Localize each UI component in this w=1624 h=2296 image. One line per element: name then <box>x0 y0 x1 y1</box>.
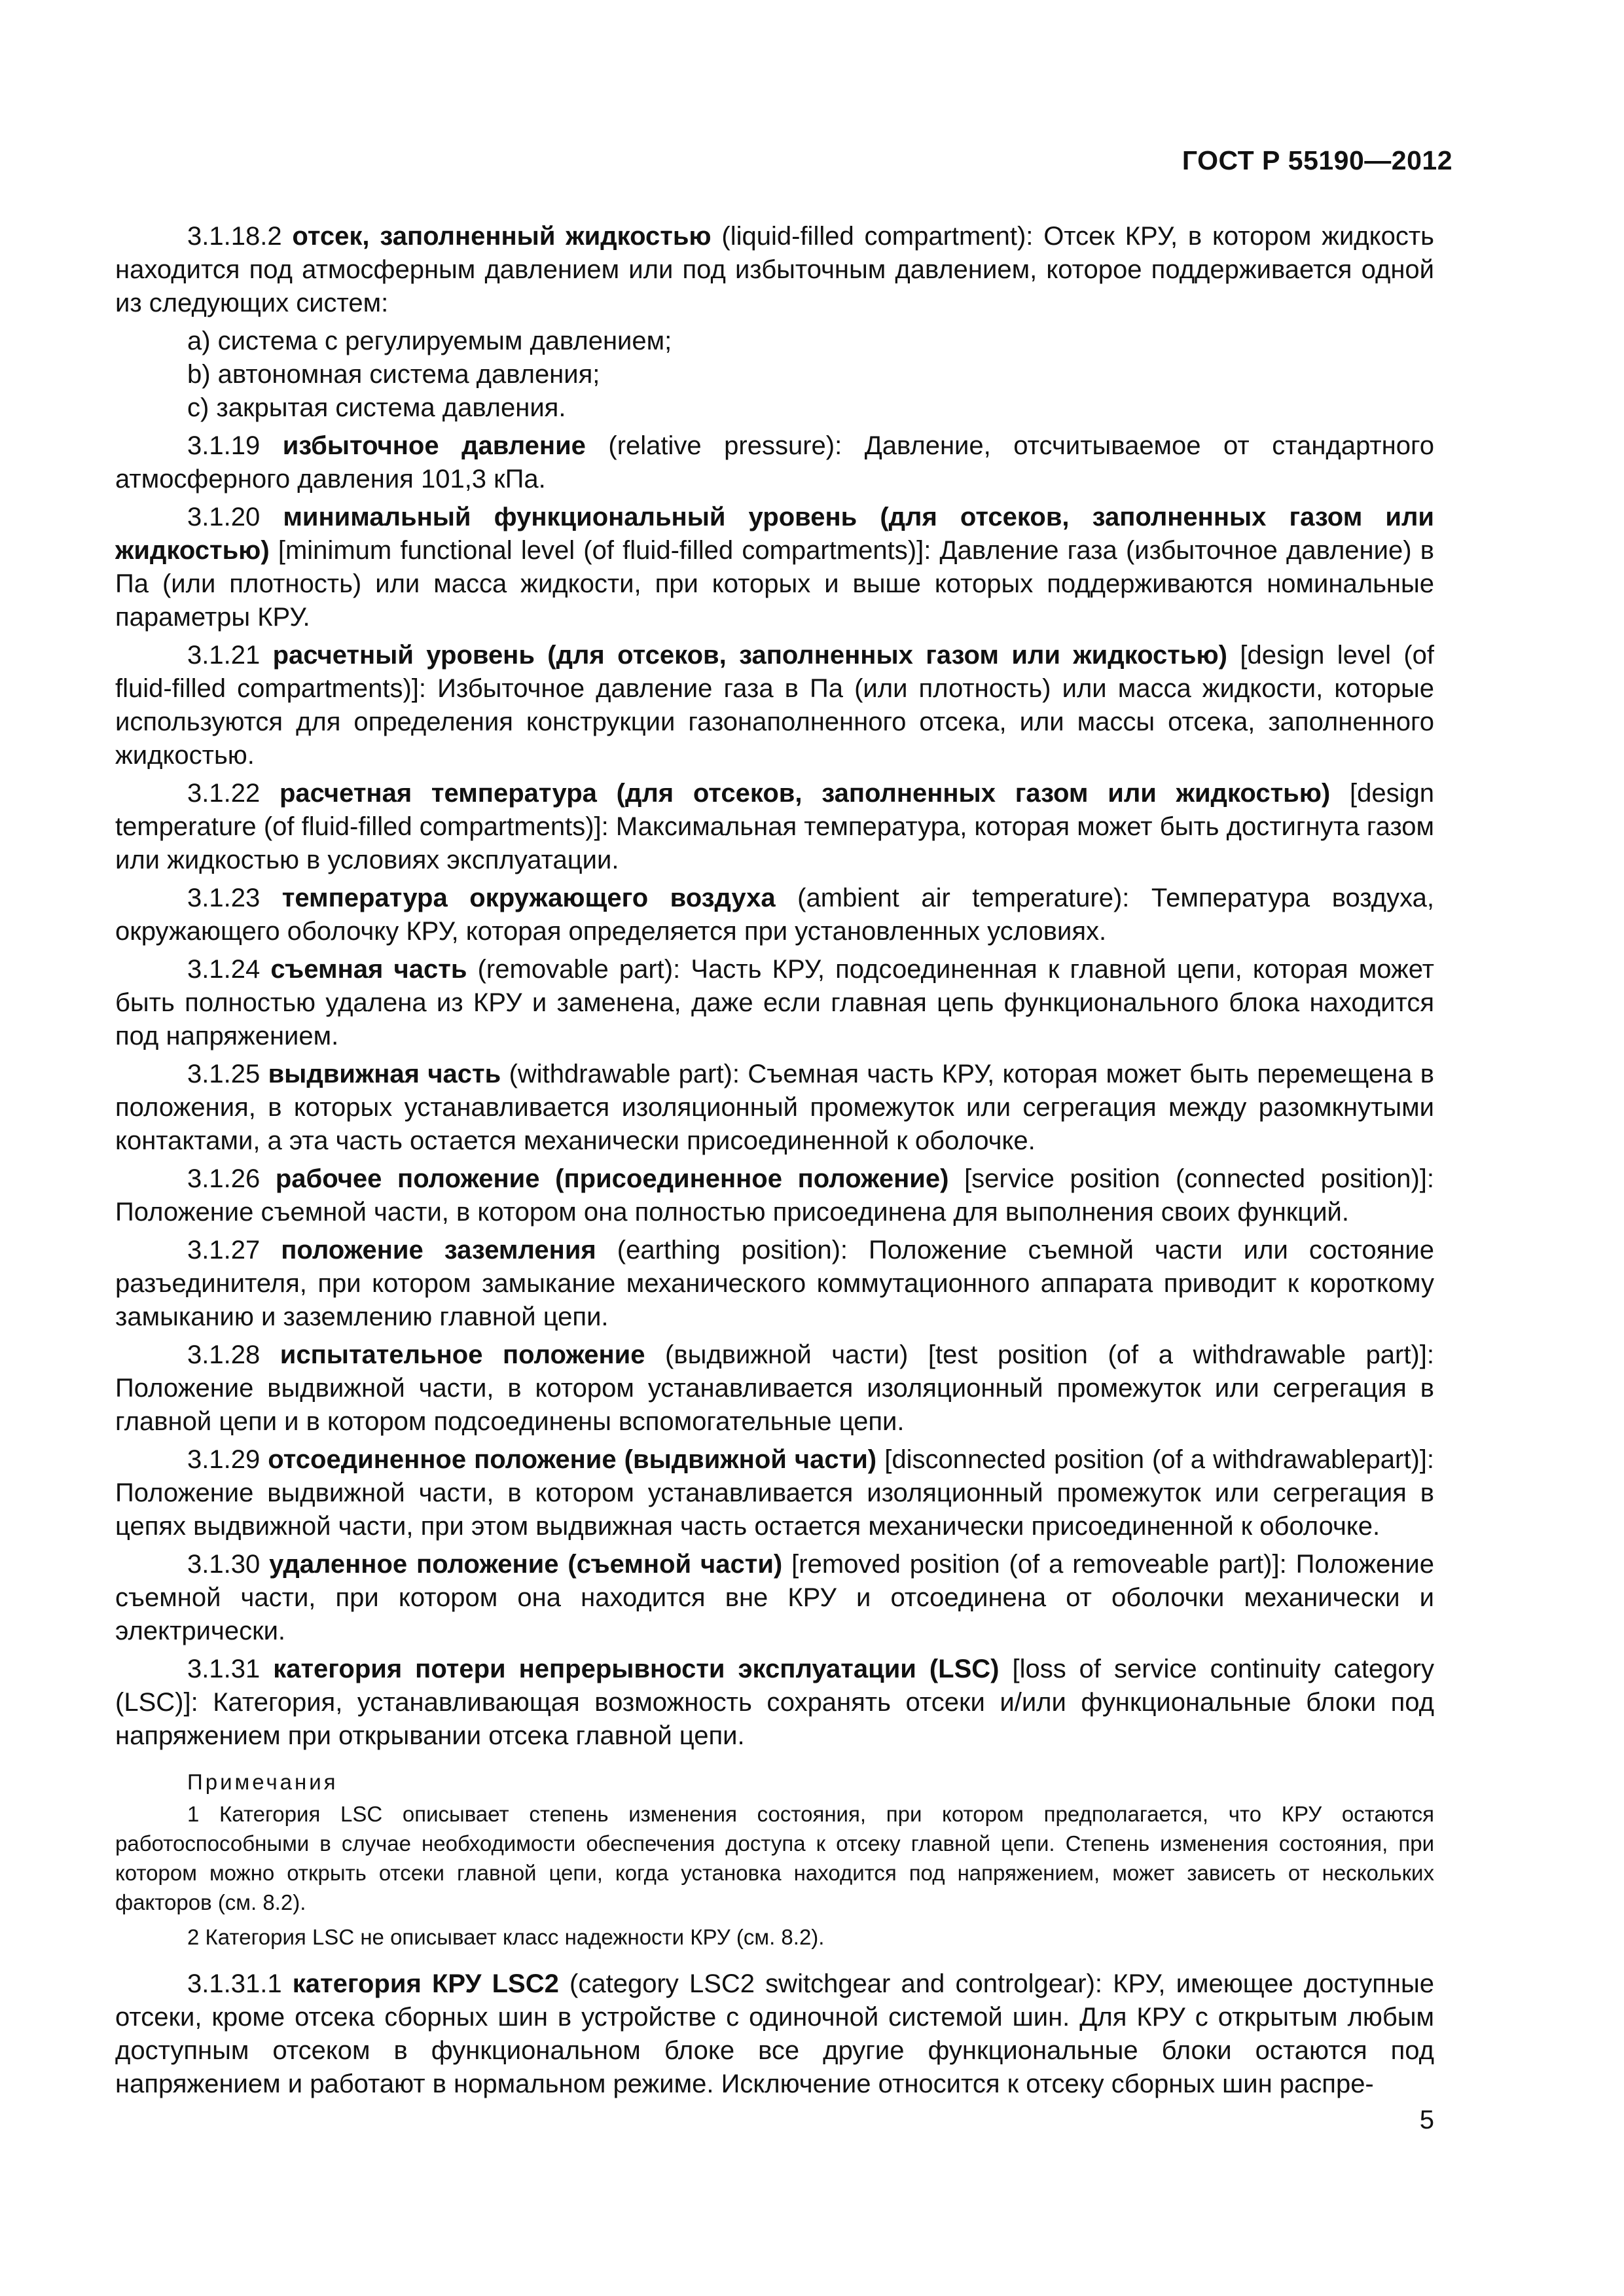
clause-number: 3.1.18.2 <box>187 222 282 251</box>
definition: [minimum functional level (of fluid-filled compartments)]: Давление газа (избыточное давление) в Па (или плотность) или масса жидкости, при которых и выше которых поддерживаются номинальные параметры КРУ. <box>115 536 1434 632</box>
page-body <box>115 220 1434 2106</box>
list-item-b: b) автономная система давления; <box>187 360 600 389</box>
clause-3-1-31-1 <box>115 1967 1434 2101</box>
term: температура окружающего воздуха <box>281 884 776 912</box>
definition: (выдвижной части) [test position (of a withdrawable part)]: Положение выдвижной части, в котором устанавливается изоляционный промежуток или сегрегация в главной цепи и в котором подсоединены вспомогательные цепи. <box>115 1340 1434 1436</box>
definition: [disconnected position (of a withdrawablepart)]: Положение выдвижной части, в котором устанавливается изоляционный промежуток или сегрегация в цепях выдвижной части, при этом выдвижная часть остается механически присоединенной к оболочке. <box>115 1445 1434 1541</box>
term: выдвижная часть <box>268 1060 501 1088</box>
term: рабочее положение (присоединенное положение) <box>275 1164 949 1193</box>
clause-3-1-23 <box>115 882 1434 948</box>
notes-title: Примечания <box>187 1770 338 1794</box>
definition: [service position (connected position)]: Положение съемной части, в котором она полностью присоединена для выполнения своих функций. <box>115 1164 1435 1227</box>
term: отсоединенное положение (выдвижной части) <box>268 1445 877 1474</box>
note-2: 2 Категория LSC не описывает класс надежности КРУ (см. 8.2). <box>187 1925 825 1949</box>
clause-number: 3.1.30 <box>187 1550 261 1579</box>
clause-3-1-19 <box>115 429 1434 496</box>
term: удаленное положение (съемной части) <box>269 1550 783 1579</box>
clause-3-1-26 <box>115 1162 1434 1229</box>
clause-3-1-30 <box>115 1548 1434 1648</box>
clause-number: 3.1.29 <box>187 1445 261 1474</box>
clause-3-1-28 <box>115 1338 1434 1439</box>
definition: [design level (of fluid-filled compartments)]: Избыточное давление газа в Па (или плотность) или масса жидкости, которые используются для определения конструкции газонаполненного отсека, или массы отсека, заполненного жидкостью. <box>115 641 1435 770</box>
term: минимальный функциональный уровень (для отсеков, заполненных газом или жидкостью) <box>115 503 1434 565</box>
clause-number: 3.1.24 <box>187 955 261 984</box>
definition: [design temperature (of fluid-filled compartments)]: Максимальная температура, которая может быть достигнута газом или жидкостью в условиях эксплуатации. <box>115 779 1434 874</box>
clause-number: 3.1.27 <box>187 1236 261 1265</box>
definition: [removed position (of a removeable part)]: Положение съемной части, при котором она находится вне КРУ и отсоединена от оболочки механически и электрически. <box>115 1550 1434 1645</box>
document-header: ГОСТ Р 55190—2012 <box>1182 145 1453 175</box>
clause-3-1-20 <box>115 501 1434 634</box>
definition: (category LSC2 switchgear and controlgear): КРУ, имеющее доступные отсеки, кроме отсека сборных шин в устройстве с одиночной системой шин. Для КРУ с открытым любым доступным отсеком в функциональном блоке все другие функциональные блоки остаются под напряжением и работают в нормальном режиме. Исключение относится к отсеку сборных шин распре- <box>115 1969 1434 2098</box>
term: расчетная температура (для отсеков, заполненных газом или жидкостью) <box>279 779 1331 808</box>
list-item-c: c) закрытая система давления. <box>187 393 566 422</box>
definition: (liquid-filled compartment): Отсек КРУ, в котором жидкость находится под атмосферным давлением или под избыточным давлением, которое поддерживается одной из следующих систем: <box>115 222 1434 317</box>
page-number: 5 <box>1419 2106 1434 2134</box>
list-item-a: a) система с регулируемым давлением; <box>187 327 672 355</box>
term: положение заземления <box>281 1236 596 1265</box>
clause-number: 3.1.20 <box>187 503 261 531</box>
clause-number: 3.1.19 <box>187 431 261 460</box>
clause-number: 3.1.31.1 <box>187 1969 282 1998</box>
clause-3-1-29 <box>115 1443 1434 1543</box>
clause-number: 3.1.28 <box>187 1340 261 1369</box>
definition: (relative pressure): Давление, отсчитываемое от стандартного атмосферного давления 101,3 кПа. <box>115 431 1434 493</box>
term: отсек, заполненный жидкостью <box>292 222 712 251</box>
notes-block <box>115 1767 1434 1952</box>
term: съемная часть <box>270 955 467 984</box>
clause-3-1-24 <box>115 953 1434 1053</box>
note-1: 1 Категория LSC описывает степень изменения состояния, при котором предполагается, что КРУ остаются работоспособными в случае необходимости обеспечения доступа к отсеку главной цепи. Степень изменения состояния, при котором можно открыть отсеки главной цепи, когда установка находится под напряжением, может зависеть от нескольких факторов (см. 8.2). <box>115 1802 1434 1914</box>
definition: (earthing position): Положение съемной части или состояние разъединителя, при котором замыкание механического коммутационного аппарата приводит к короткому замыканию и заземлению главной цепи. <box>115 1236 1434 1331</box>
term: избыточное давление <box>282 431 586 460</box>
clause-number: 3.1.21 <box>187 641 261 670</box>
clause-number: 3.1.22 <box>187 779 261 808</box>
definition: (withdrawable part): Съемная часть КРУ, которая может быть перемещена в положения, в которых устанавливается изоляционный промежуток или сегрегация между разомкнутыми контактами, а эта часть остается механически присоединенной к оболочке. <box>115 1060 1434 1155</box>
definition: [loss of service continuity category (LSC)]: Категория, устанавливающая возможность сохранять отсеки и/или функциональные блоки под напряжением при открывании отсека главной цепи. <box>115 1655 1434 1750</box>
clause-number: 3.1.26 <box>187 1164 261 1193</box>
clause-number: 3.1.31 <box>187 1655 261 1683</box>
clause-3-1-18-2 <box>115 220 1434 320</box>
term: испытательное положение <box>280 1340 645 1369</box>
term: категория КРУ LSC2 <box>292 1969 559 1998</box>
clause-number: 3.1.23 <box>187 884 261 912</box>
clause-3-1-25 <box>115 1058 1434 1158</box>
term: категория потери непрерывности эксплуатации (LSC) <box>273 1655 1000 1683</box>
term: расчетный уровень (для отсеков, заполненных газом или жидкостью) <box>272 641 1227 670</box>
clause-number: 3.1.25 <box>187 1060 261 1088</box>
clause-3-1-22 <box>115 777 1434 877</box>
definition: (ambient air temperature): Температура воздуха, окружающего оболочку КРУ, которая определяется при установленных условиях. <box>115 884 1435 946</box>
clause-3-1-21 <box>115 639 1434 772</box>
definition: (removable part): Часть КРУ, подсоединенная к главной цепи, которая может быть полностью удалена из КРУ и заменена, даже если главная цепь функционального блока находится под напряжением. <box>115 955 1434 1050</box>
clause-3-1-27 <box>115 1234 1434 1334</box>
clause-3-1-31 <box>115 1653 1434 1753</box>
